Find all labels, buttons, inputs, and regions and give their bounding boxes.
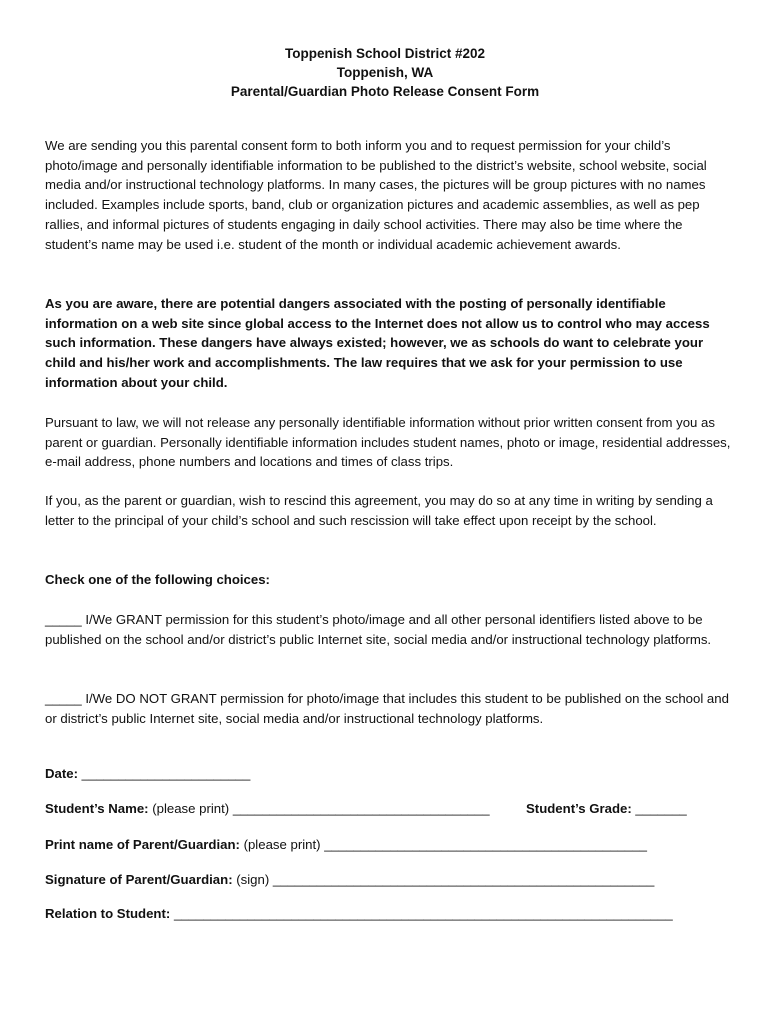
intro-paragraph: We are sending you this parental consent form to both inform you and to request permission for your child’s photo/image and personally identifiable information to be published to the district’s website, school website, social media and/or instructional technology platforms. In many cases, the pictures will be group pictures with no names included. Examples include sports, band, club or organization pictures and academic assemblies, as well as pep rallies, and informal pictures of students engaging in daily school activities. There may also be time where the student’s name may be used i.e. student of the month or individual academic achievement awards. (45, 138, 707, 252)
warning-paragraph: As you are aware, there are potential dangers associated with the posting of personally identifiable information on a web site since global access to the Internet does not allow us to control who may access such information. These dangers have always existed; however, we as schools do want to celebrate your child and his/her work and accomplishments. The law requires that we ask for your permission to use information about your child. (45, 296, 710, 390)
student-grade-line[interactable]: _______ (631, 801, 687, 816)
student-grade-label: Student’s Grade: (526, 801, 632, 816)
parent-name-field[interactable] (45, 836, 647, 854)
rescind-paragraph: If you, as the parent or guardian, wish to rescind this agreement, you may do so at any time in writing by sending a letter to the principal of your child’s school and such rescission will take effect upon receipt by the school. (45, 493, 713, 528)
relation-label: Relation to Student: (45, 906, 171, 921)
date-field[interactable] (45, 765, 250, 783)
relation-field[interactable] (45, 905, 673, 923)
law-paragraph: Pursuant to law, we will not release any personally identifiable information without prior written consent from you as parent or guardian. Personally identifiable information includes student names, photo or image, residential addresses, e-mail address, phone numbers and locations and times of class trips. (45, 415, 731, 470)
deny-choice[interactable]: _____ I/We DO NOT GRANT permission for photo/image that includes this student to be published on the school and or district’s public Internet site, social media and/or instructional technology platforms. (45, 691, 729, 726)
parent-name-label: Print name of Parent/Guardian: (45, 837, 240, 852)
district-name: Toppenish School District #202 (284, 46, 486, 61)
signature-field[interactable] (45, 871, 654, 889)
district-location: Toppenish, WA (336, 65, 434, 80)
grant-choice[interactable]: _____ I/We GRANT permission for this student’s photo/image and all other personal identifiers listed above to be published on the school and/or district’s public Internet site, social media and/or instructional technology platforms. (45, 612, 712, 647)
student-grade-field[interactable] (526, 800, 687, 818)
signature-label: Signature of Parent/Guardian: (45, 872, 233, 887)
student-name-label: Student’s Name: (45, 801, 149, 816)
student-name-field[interactable] (45, 800, 490, 818)
form-title: Parental/Guardian Photo Release Consent Form (230, 84, 540, 99)
date-label: Date: (45, 766, 78, 781)
relation-line[interactable]: ____________________________________________________________________ (170, 906, 673, 921)
choices-heading: Check one of the following choices: (45, 572, 270, 587)
student-name-line[interactable]: (please print) ___________________________________ (148, 801, 490, 816)
date-line[interactable]: _______________________ (77, 766, 251, 781)
signature-line[interactable]: (sign) ____________________________________________________ (232, 872, 655, 887)
parent-name-line[interactable]: (please print) ____________________________________________ (239, 837, 647, 852)
form-header (0, 44, 770, 101)
